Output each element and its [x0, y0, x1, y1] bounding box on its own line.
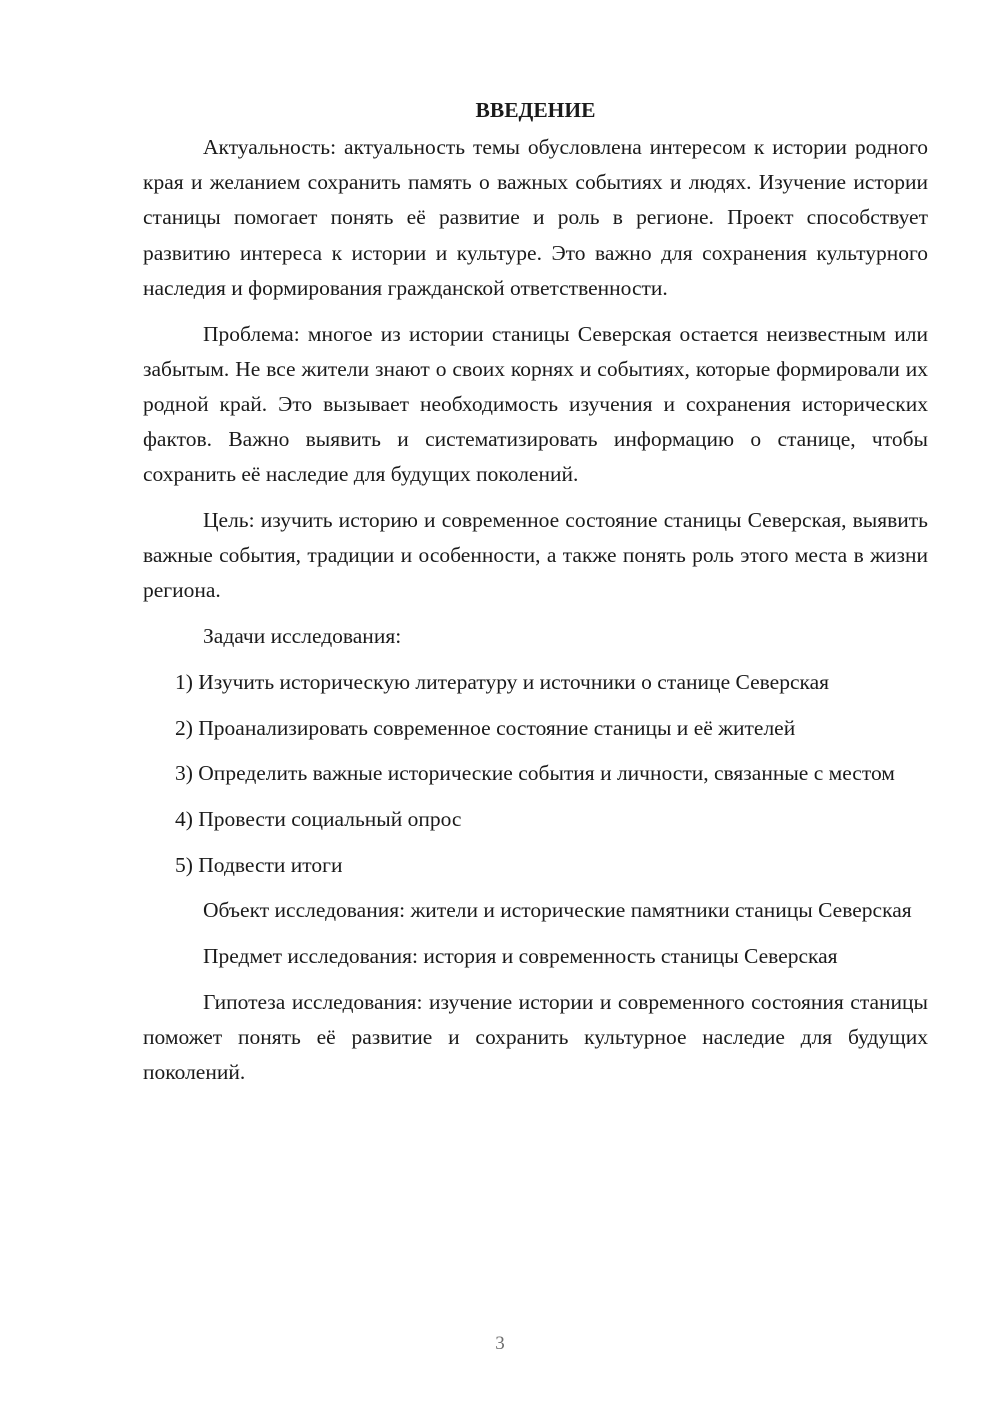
subject-paragraph: Предмет исследования: история и современность станицы Северская [203, 944, 838, 969]
goal-paragraph: Цель: изучить историю и современное состояние станицы Северская, выявить важные события, традиции и особенности, а также понять роль этого места в жизни региона. [143, 508, 928, 603]
task-item-5: 5) Подвести итоги [175, 852, 343, 877]
page-title: ВВЕДЕНИЕ [475, 98, 596, 122]
hypothesis-paragraph: Гипотеза исследования: изучение истории и современного состояния станицы поможет понять её развитие и сохранить культурное наследие для будущих поколений. [143, 989, 928, 1085]
task-item-1: 1) Изучить историческую литературу и источники о станице Северская [175, 669, 830, 694]
task-item-3: 3) Определить важные исторические события и личности, связанные с местом [175, 761, 895, 786]
task-item-2: 2) Проанализировать современное состояние станицы и её жителей [175, 715, 796, 740]
page-number: 3 [495, 1333, 505, 1354]
tasks-heading: Задачи исследования: [203, 624, 402, 649]
problem-paragraph: Проблема: многое из истории станицы Северская остается неизвестным или забытым. Не все жители знают о своих корнях и событиях, которые формировали их родной край. Это вызывает необходимость изучения и сохранения исторических фактов. Важно выявить и систематизировать информацию о станице, чтобы сохранить её наследие для будущих поколений. [143, 321, 928, 487]
relevance-paragraph: Актуальность: актуальность темы обусловлена интересом к истории родного края и желанием сохранить память о важных событиях и людях. Изучение истории станицы помогает понять её развитие и роль в регионе. Проект способствует развитию интереса к истории и культуре. Это важно для сохранения культурного наследия и формирования гражданской ответственности. [143, 135, 928, 300]
page-content [143, 92, 928, 1101]
task-item-4: 4) Провести социальный опрос [175, 806, 462, 831]
object-paragraph: Объект исследования: жители и исторические памятники станицы Северская [203, 898, 912, 923]
